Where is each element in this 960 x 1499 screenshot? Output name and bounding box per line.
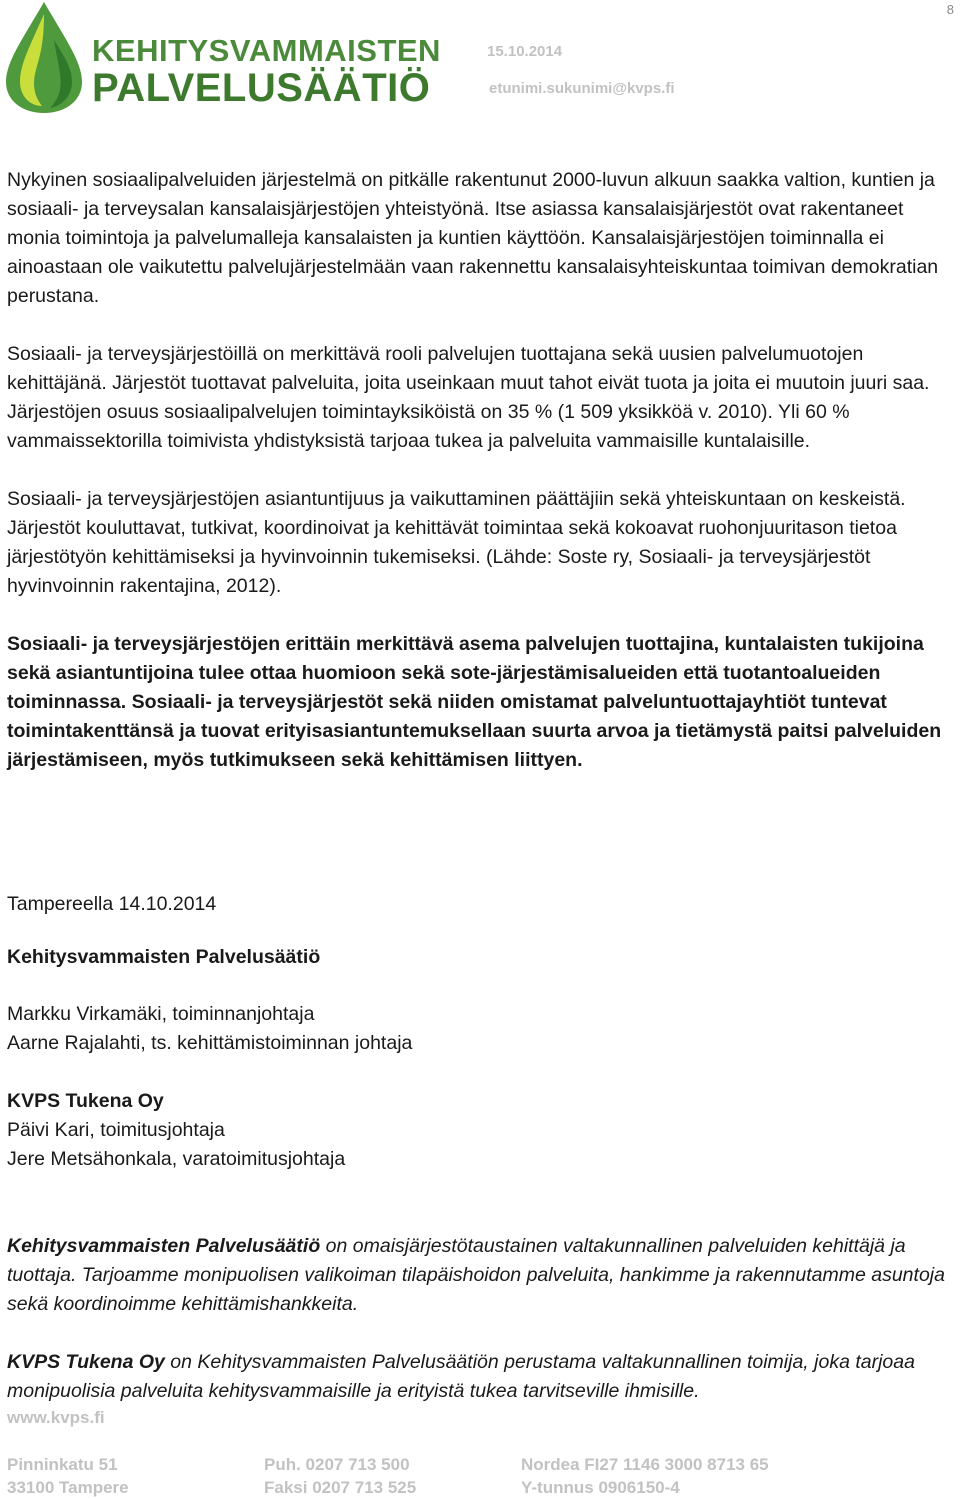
signer-2: Aarne Rajalahti, ts. kehittämistoiminnan johtaja xyxy=(7,1032,413,1054)
place-date: Tampereella 14.10.2014 xyxy=(7,893,217,915)
signature-org-1: Kehitysvammaisten Palvelusäätiö xyxy=(7,946,321,968)
header-email: etunimi.sukunimi@kvps.fi xyxy=(489,80,675,97)
bold-conclusion-paragraph: Sosiaali- ja terveysjärjestöjen erittäin merkittävä asema palvelujen tuottajina, kuntalaisten tukijoina sekä asiantuntijoina tulee ottaa huomioon sekä sote-järjestämisalueiden että tuotantoalueiden toiminnassa. Sosiaali- ja terveysjärjestöt sekä niiden omistamat palveluntuottajayhtiöt tuntevat toimintakenttänsä ja tuovat erityisasiantuntemuksellaan suurta arvoa ja tietämystä paitsi palveluiden järjestämiseen, myös tutkimukseen sekä kehittämisen liittyen. xyxy=(7,633,942,771)
logo-text-line1: KEHITYSVAMMAISTEN xyxy=(92,33,441,68)
drop-logo-icon xyxy=(4,0,94,115)
paragraph-3: Sosiaali- ja terveysjärjestöjen asiantuntijuus ja vaikuttaminen päättäjiin sekä yhteiskuntaan on keskeistä. Järjestöt kouluttavat, tutkivat, koordinoivat ja kehittävät toimintaa sekä kokoavat ruohonjuuritason tietoa järjestötyön kehittämiseksi ja hyvinvoinnin tukemiseksi. (Lähde: Soste ry, Sosiaali- ja terveysjärjestöt hyvinvoinnin rakentajina, 2012). xyxy=(7,488,906,597)
signature-org-2: KVPS Tukena Oy xyxy=(7,1090,164,1112)
footer-city: 33100 Tampere xyxy=(7,1478,129,1497)
footer-bank: Nordea FI27 1146 3000 8713 65 xyxy=(521,1455,769,1474)
paragraph-2: Sosiaali- ja terveysjärjestöillä on merkittävä rooli palvelujen tuottajana sekä uusien palvelumuotojen kehittäjänä. Järjestöt tuottavat palveluita, joita useinkaan muut tahot eivät tuota ja joita ei muutoin juuri saa. Järjestöjen osuus sosiaalipalvelujen toimintayksiköistä on 35 % (1 509 yksikköä v. 2010). Yli 60 % vammaissektorilla toimivista yhdistyksistä tarjoaa tukea ja palveluita vammaisille kuntalaisille. xyxy=(7,343,930,452)
signer-3: Päivi Kari, toimitusjohtaja xyxy=(7,1119,225,1141)
about-text-2: on Kehitysvammaisten Palvelusäätiön perustama valtakunnallinen toimija, joka tarjoaa monipuolisia palveluita kehitysvammaisille ja erityistä tukea tarvitseville ihmisille. xyxy=(7,1351,915,1402)
footer-fax: Faksi 0207 713 525 xyxy=(264,1478,417,1497)
about-paragraph-2 xyxy=(7,1348,957,1406)
about-paragraph-1 xyxy=(7,1232,957,1319)
organization-logo xyxy=(4,0,441,115)
about-text-1: on omaisjärjestötaustainen valtakunnallinen palveluiden kehittäjä ja tuottaja. Tarjoamme monipuolisen valikoiman tilapäishoidon palveluita, hankimme ja rakennutamme asuntoja sekä koordinoimme kehittämishankkeita. xyxy=(7,1235,945,1315)
about-org-name-1: Kehitysvammaisten Palvelusäätiö xyxy=(7,1235,321,1257)
paragraph-1: Nykyinen sosiaalipalveluiden järjestelmä on pitkälle rakentunut 2000-luvun alkuun saakka valtion, kuntien ja sosiaali- ja terveysalan kansalaisjärjestöjen yhteistyönä. Itse asiassa kansalaisjärjestöt ovat rakentaneet monia toimintoja ja palvelumalleja kansalaisten ja kuntien käyttöön. Kansalaisjärjestöjen toiminnalla ei ainoastaan ole vaikutettu palvelujärjestelmään vaan rakennettu kansalaisyhteiskuntaa toimivan demokratian perustana. xyxy=(7,169,939,307)
signer-1: Markku Virkamäki, toiminnanjohtaja xyxy=(7,1003,315,1025)
footer-phone: Puh. 0207 713 500 xyxy=(264,1455,410,1474)
page-number: 8 xyxy=(946,2,954,17)
about-org-name-2: KVPS Tukena Oy xyxy=(7,1351,165,1373)
signer-4: Jere Metsähonkala, varatoimitusjohtaja xyxy=(7,1148,346,1170)
footer-address xyxy=(7,1453,129,1499)
header-date: 15.10.2014 xyxy=(487,43,563,60)
document-body xyxy=(7,166,957,775)
footer-business-id: Y-tunnus 0906150-4 xyxy=(521,1478,680,1497)
footer-contact xyxy=(264,1453,416,1499)
footer-street: Pinninkatu 51 xyxy=(7,1455,118,1474)
logo-text-line2: PALVELUSÄÄTIÖ xyxy=(92,66,431,110)
footer-website-link[interactable]: www.kvps.fi xyxy=(7,1408,105,1427)
footer-company-info xyxy=(521,1453,769,1499)
